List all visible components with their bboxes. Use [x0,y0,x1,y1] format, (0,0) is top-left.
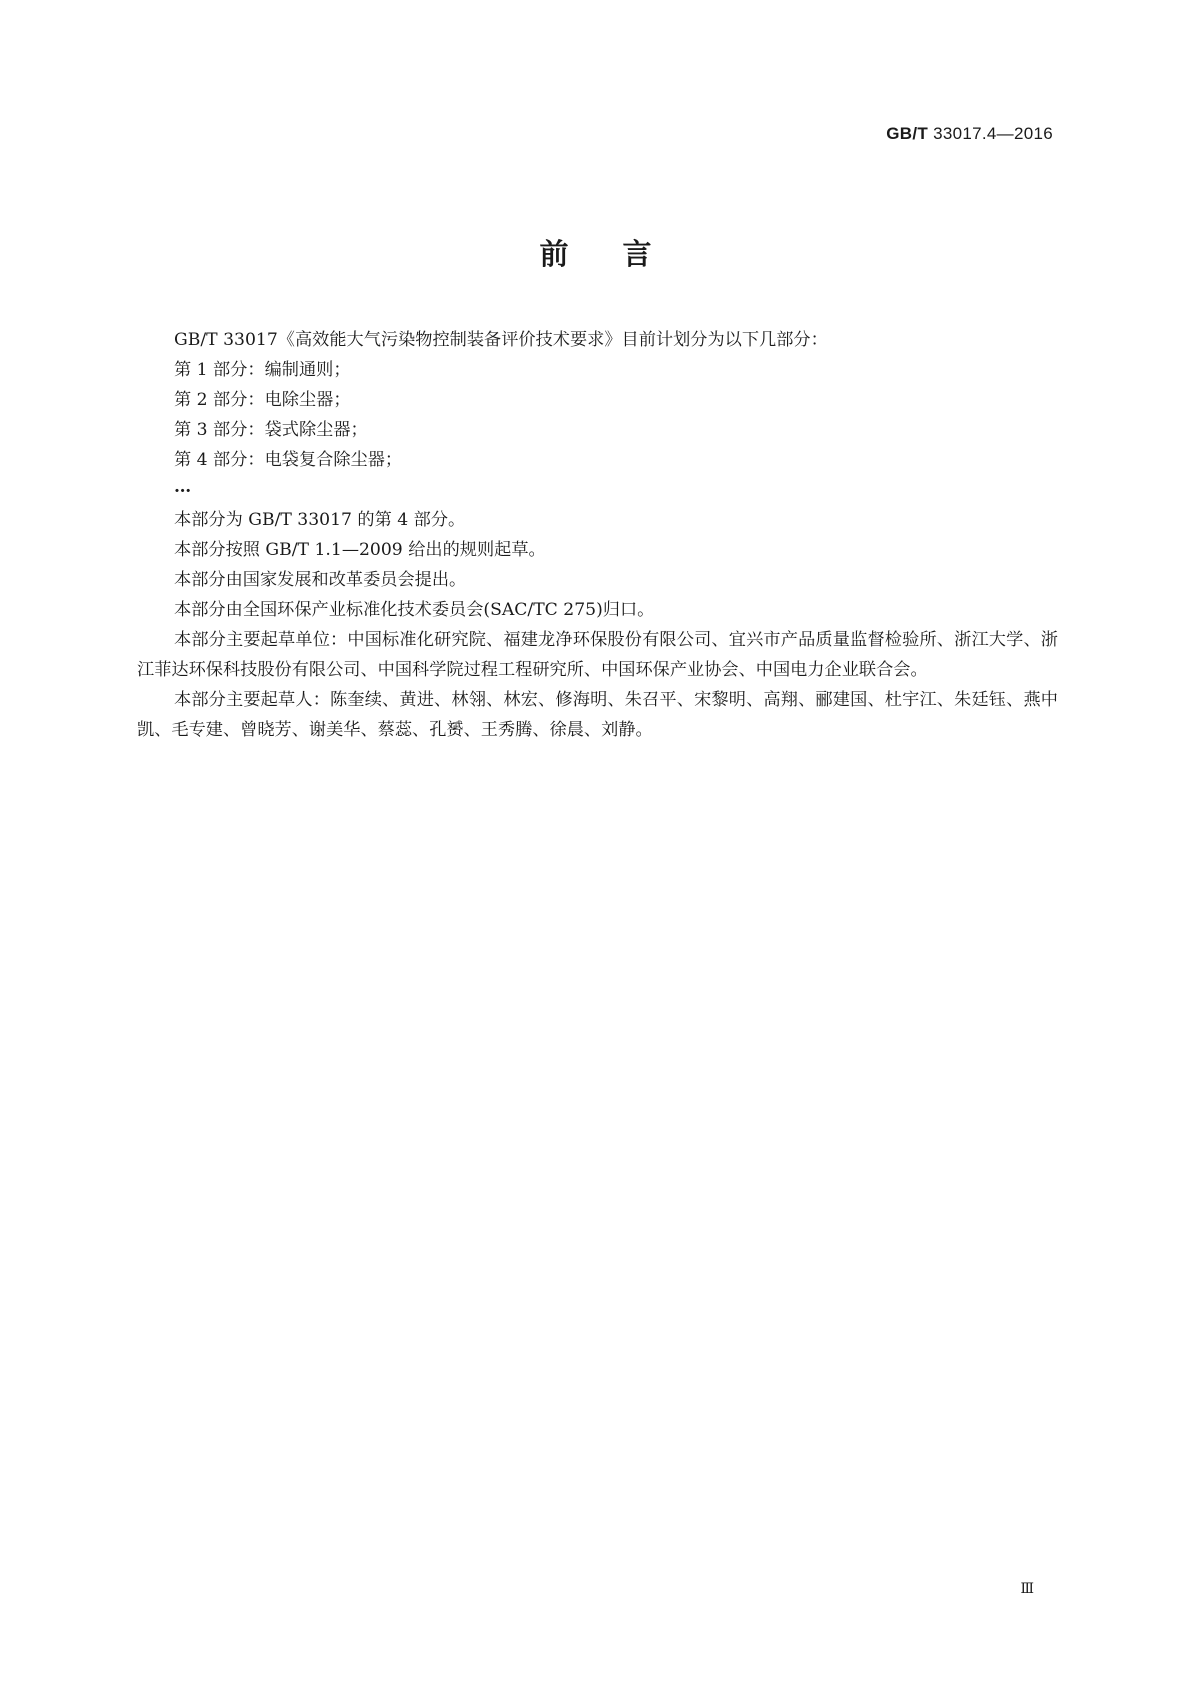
document-code-prefix: GB/T [886,124,929,143]
paragraph-proposer: 本部分由国家发展和改革委员会提出。 [174,570,467,590]
foreword-body [137,325,1058,745]
paragraph-ellipsis: … [174,477,192,497]
paragraph-part-3: 第 3 部分：袋式除尘器； [174,420,368,440]
paragraph-series-intro: GB/T 33017《高效能大气污染物控制装备评价技术要求》目前计划分为以下几部分： [174,330,828,350]
paragraph-part-statement: 本部分为 GB/T 33017 的第 4 部分。 [174,510,466,530]
paragraph-part-4: 第 4 部分：电袋复合除尘器； [174,450,403,470]
document-code [886,124,1053,144]
paragraph-committee: 本部分由全国环保产业标准化技术委员会(SAC/TC 275)归口。 [174,600,655,620]
paragraph-part-2: 第 2 部分：电除尘器； [174,390,351,410]
paragraph-drafting-rules: 本部分按照 GB/T 1.1—2009 给出的规则起草。 [174,540,546,560]
document-code-number: 33017.4—2016 [933,124,1053,143]
page-number: Ⅲ [1020,1581,1033,1597]
paragraph-drafting-units: 本部分主要起草单位：中国标准化研究院、福建龙净环保股份有限公司、宜兴市产品质量监督检验所、浙江大学、浙江菲达环保科技股份有限公司、中国科学院过程工程研究所、中国环保产业协会、中国电力企业联合会。 [137,630,1058,680]
page-title: 前言 [539,237,706,271]
paragraph-drafters: 本部分主要起草人：陈奎续、黄进、林翎、林宏、修海明、朱召平、宋黎明、高翔、郦建国、杜宇江、朱廷钰、燕中凯、毛专建、曾晓芳、谢美华、蔡蕊、孔赟、王秀腾、徐晨、刘静。 [137,690,1058,740]
paragraph-part-1: 第 1 部分：编制通则； [174,360,351,380]
